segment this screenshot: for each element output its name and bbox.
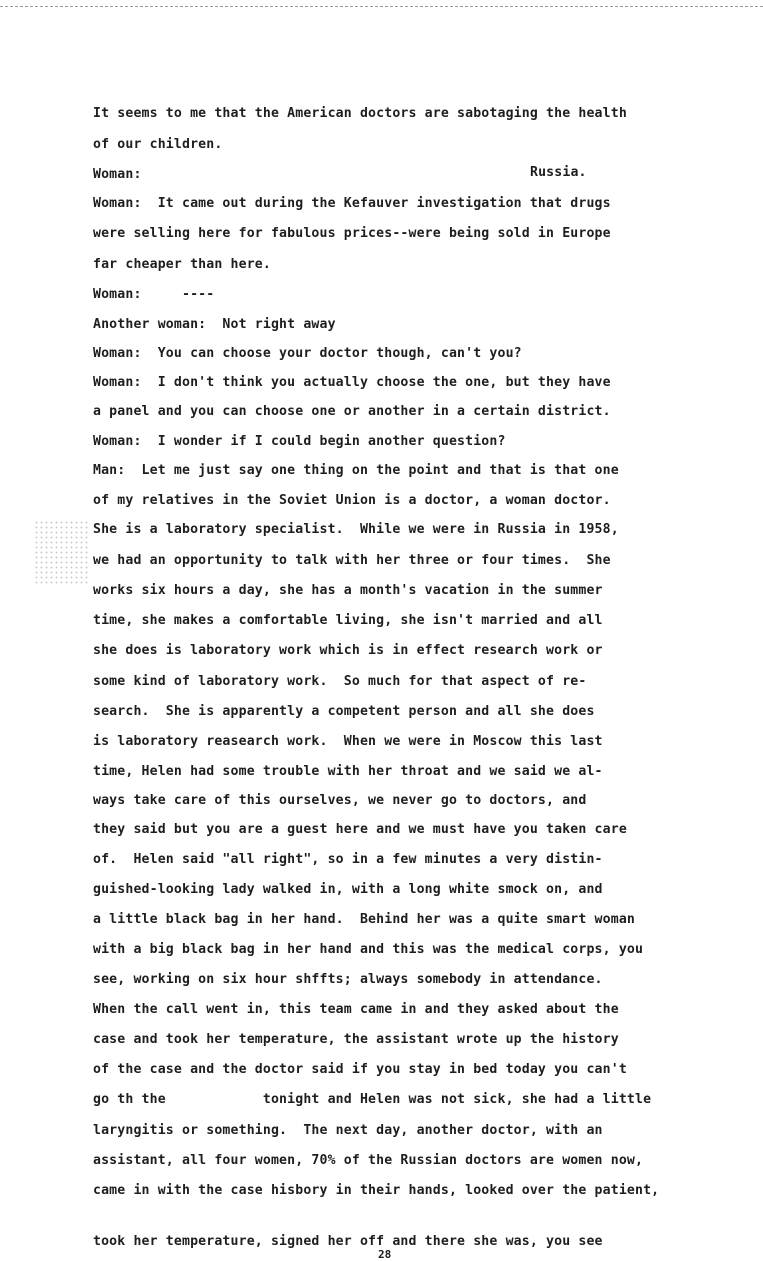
text-line: were selling here for fabulous prices--were being sold in Europe	[93, 226, 611, 241]
scan-speckle	[34, 520, 88, 586]
text-line: see, working on six hour shffts; always somebody in attendance.	[93, 972, 603, 987]
text-line: some kind of laboratory work. So much for that aspect of re-	[93, 674, 587, 689]
text-line: She is a laboratory specialist. While we were in Russia in 1958,	[93, 522, 619, 537]
text-line: case and took her temperature, the assistant wrote up the history	[93, 1032, 619, 1047]
text-line: took her temperature, signed her off and there she was, you see	[93, 1234, 603, 1249]
text-line: Another woman: Not right away	[93, 317, 336, 332]
text-line: Woman: I wonder if I could begin another question?	[93, 434, 506, 449]
text-line: Man: Let me just say one thing on the point and that is that one	[93, 463, 619, 478]
text-line: is laboratory reasearch work. When we were in Moscow this last	[93, 734, 603, 749]
text-line: of our children.	[93, 137, 223, 152]
text-line: laryngitis or something. The next day, another doctor, with an	[93, 1123, 603, 1138]
text-line: Woman: It came out during the Kefauver investigation that drugs	[93, 196, 611, 211]
text-line: assistant, all four women, 70% of the Russian doctors are women now,	[93, 1153, 644, 1168]
text-line: Woman: You can choose your doctor though, can't you?	[93, 346, 522, 361]
text-line: we had an opportunity to talk with her three or four times. She	[93, 553, 611, 568]
text-line: a little black bag in her hand. Behind her was a quite smart woman	[93, 912, 635, 927]
text-line: works six hours a day, she has a month's vacation in the summer	[93, 583, 603, 598]
text-line: time, she makes a comfortable living, she isn't married and all	[93, 613, 603, 628]
page-number: 28	[378, 1248, 392, 1261]
text-line: ways take care of this ourselves, we never go to doctors, and	[93, 793, 587, 808]
text-line: When the call went in, this team came in and they asked about the	[93, 1002, 619, 1017]
text-line: Woman: I don't think you actually choose the one, but they have	[93, 375, 611, 390]
text-line: Woman: ----	[93, 287, 215, 302]
text-line: of my relatives in the Soviet Union is a doctor, a woman doctor.	[93, 493, 611, 508]
text-line: Woman:	[93, 167, 142, 182]
text-line: they said but you are a guest here and we must have you taken care	[93, 822, 627, 837]
text-line: time, Helen had some trouble with her throat and we said we al-	[93, 764, 603, 779]
text-line: guished-looking lady walked in, with a long white smock on, and	[93, 882, 603, 897]
text-line: far cheaper than here.	[93, 257, 271, 272]
text-line: of. Helen said "all right", so in a few minutes a very distin-	[93, 852, 603, 867]
text-line: go th the tonight and Helen was not sick, she had a little	[93, 1092, 652, 1107]
text-line: search. She is apparently a competent person and all she does	[93, 704, 595, 719]
page-top-edge	[0, 6, 763, 7]
text-line: came in with the case hisbory in their hands, looked over the patient,	[93, 1183, 660, 1198]
text-line: Russia.	[530, 165, 587, 180]
text-line: with a big black bag in her hand and this was the medical corps, you	[93, 942, 644, 957]
text-line: of the case and the doctor said if you stay in bed today you can't	[93, 1062, 627, 1077]
text-line: a panel and you can choose one or another in a certain district.	[93, 404, 611, 419]
text-line: she does is laboratory work which is in effect research work or	[93, 643, 603, 658]
text-line: It seems to me that the American doctors are sabotaging the health	[93, 106, 627, 121]
